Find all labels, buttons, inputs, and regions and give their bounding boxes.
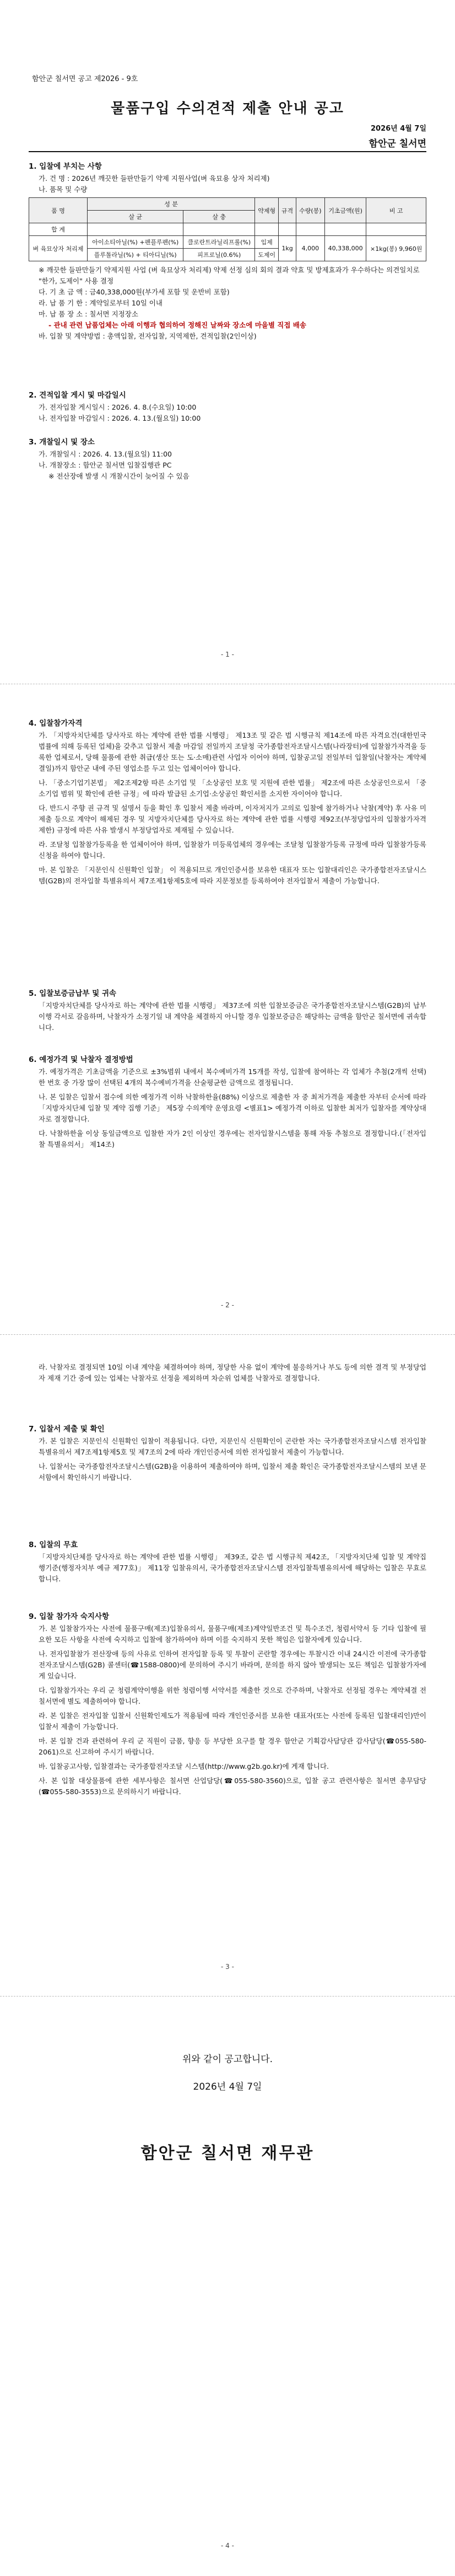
item-ra: 라. 납 품 기 한 : 계약일로부터 10일 이내 xyxy=(39,299,162,307)
closing-statement: 위와 같이 공고합니다. xyxy=(182,2054,273,2065)
section-8 xyxy=(29,1538,426,1588)
page-number: - 2 - xyxy=(221,1301,234,1309)
cell-size: 1kg xyxy=(279,236,296,261)
section-heading: 7. 입찰서 제출 및 확인 xyxy=(29,1425,105,1434)
item-na: 나. 품목 및 수량 xyxy=(39,185,88,194)
item-da: 다. 낙찰하한율 이상 동일금액으로 입찰한 자가 2인 이상인 경우에는 전자입찰시스템을 통해 자동 추첨으로 결정합니다.(「전자입찰 특별유의서」 제14조) xyxy=(39,1129,426,1149)
item-da: 다. 입찰참가자는 우리 군 청렴계약이행을 위한 청렴이행 서약서를 제출한 것으로 간주하며, 낙찰자로 선정될 경우는 계약체결 전 칠서면에 별도 제출하여야 합니다. xyxy=(39,1686,426,1705)
table-row-total xyxy=(29,223,426,236)
cell-note: ×1kg(봉) 9,960원 xyxy=(366,236,426,261)
item-na: 나. 「중소기업기본법」 제2조제2항 따른 소기업 및 「소상공인 보호 및 지원에 관한 법률」 제2조에 따른 소상공인으로서 「중소기업 범위 및 확인에 관한 규정」에 따라 발급된 소기업·소상공인 확인서를 소지한 자이어야 합니다. xyxy=(39,779,426,798)
section-heading: 4. 입찰참가자격 xyxy=(29,719,83,728)
cell-form-1: 입제 xyxy=(255,236,279,249)
item-na: 나. 입찰서는 국가종합전자조달시스템(G2B)을 이용하여 제출하여야 하며, 입찰서 제출 확인은 국가종합전자조달시스템의 보낸 문서함에서 확인하시기 바랍니다. xyxy=(39,1462,426,1482)
item-ra: 라. 낙찰자로 결정되면 10일 이내 계약을 체결하여야 하며, 정당한 사유 없이 계약에 불응하거나 부도 등에 의한 결격 및 부정당업자 제재 기간 중에 있는 업체는 낙찰자로 선정을 제외하며 차순위 업체를 낙찰자로 결정합니다. xyxy=(39,1363,426,1382)
item-ga: 가. 건 명 : 2026년 깨끗한 들판만들기 약제 지원사업(벼 육묘용 상자 처리제) xyxy=(39,174,270,183)
title-rule xyxy=(29,151,426,152)
section-heading: 6. 예정가격 및 낙찰자 결정방법 xyxy=(29,1055,133,1064)
page-break xyxy=(0,1334,455,1335)
item-ra: 라. 본 입찰은 전자입찰 입찰서 신원확인제도가 적용됨에 따라 개인인증서를 보유한 대표자(또는 사전에 등록된 입찰대리인)만이 입찰서 제출이 가능합니다. xyxy=(39,1711,426,1731)
section-6 xyxy=(29,1053,426,1153)
item-sa: 사. 본 입찰 대상물품에 관한 세부사항은 칠서면 산업담당(☎055-580-3560)으로, 입찰 공고 관련사항은 칠서면 총무담당(☎055-580-3553)으로 문의하시기 바랍니다. xyxy=(39,1777,426,1796)
item-ma: 마. 납 품 장 소 : 칠서면 지정장소 xyxy=(39,310,138,318)
item-ga: 가. 본 입찰참가자는 사전에 물품구매(제조)입찰유의서, 물품구매(제조)계약일반조건 및 특수조건, 청렴서약서 등 기타 입찰에 필요한 모든 사항을 사전에 숙지하고 입찰에 참가하여야 하며 이를 숙지하지 못한 책임은 입찰자에게 있습니다. xyxy=(39,1624,426,1644)
section-body: 「지방자치단체를 당사자로 하는 계약에 관한 법률 시행령」 제39조, 같은 법 시행규칙 제42조, 「지방자치단체 입찰 및 계약집행기준(행정자치부 예규 제77호)」 제11장 입찰유의서, 국가종합전자조달시스템 전자입찰특별유의서에 해당하는 입찰은 무효로 합니다. xyxy=(39,1553,426,1583)
item-table xyxy=(29,197,426,261)
star-note: ※ 전산장애 발생 시 개찰시간이 늦어질 수 있음 xyxy=(48,472,189,480)
section-7 xyxy=(29,1423,426,1486)
col-spec: 성 분 xyxy=(88,198,255,211)
notice-date: 2026년 4월 7일 xyxy=(371,125,426,133)
section-heading: 1. 입찰에 부치는 사항 xyxy=(29,162,102,171)
total-label: 합 계 xyxy=(29,223,88,236)
cell-sal-1: 아이소티아닐(%) +펜플루펜(%) xyxy=(88,236,183,249)
section-3 xyxy=(29,436,426,482)
col-size: 규격 xyxy=(279,198,296,223)
signature: 함안군 칠서면 재무관 xyxy=(140,2144,315,2163)
item-da: 다. 기 초 금 액 : 금40,338,000원(부가세 포함 및 운반비 포함) xyxy=(39,288,230,296)
section-body: 「지방자치단체를 당사자로 하는 계약에 관한 법률 시행령」 제37조에 의한 입찰보증금은 국가종합전자조달시스템(G2B)의 납부이행 각서로 갈음하며, 낙찰자가 소정기일 내 계약을 체결하지 아니할 경우 입찰보증금은 해당하는 금액을 함안군 칠서면에 귀속합니다. xyxy=(39,1001,426,1032)
col-spec-sal: 살 균 xyxy=(88,211,183,223)
section-2 xyxy=(29,389,426,424)
item-ga: 가. 예정가격은 기초금액을 기준으로 ±3%범위 내에서 복수예비가격 15개를 작성, 입찰에 참여하는 각 업체가 추첨(2개씩 선택)한 번호 중 가장 많이 선택된 4개의 복수예비가격을 산술평균한 금액으로 결정됩니다. xyxy=(39,1067,426,1087)
section-6-cont xyxy=(29,1362,426,1387)
section-heading: 5. 입찰보증금납부 및 귀속 xyxy=(29,989,117,998)
item-ga: 가. 「지방자치단체를 당사자로 하는 계약에 관한 법률 시행령」 제13조 및 같은 법 시행규칙 제14조에 따른 자격요건(대한민국 법률에 의해 등록된 업체)을 갖추고 입찰서 제출 마감일 전일까지 조달청 국가종합전자조달시스템(나라장터)에 입찰참가자격을 등록한 업체로서, 당해 물품에 관한 취급(생산 또는 도·소매)관련 사업자 이어야 하며, 입찰공고일 전일부터 입찰일(낙찰자는 계약체결일)까지 함안군 내에 주된 영업소를 두고 있는 업체이어야 합니다. xyxy=(39,731,426,772)
section-heading: 2. 견적입찰 게시 및 마감일시 xyxy=(29,391,126,400)
cell-name: 벼 육묘상자 처리제 xyxy=(29,236,88,261)
section-4 xyxy=(29,717,426,890)
item-ra: 라. 조달청 입찰참가등록을 한 업체이어야 하며, 입찰참가 미등록업체의 경우에는 조달청 입찰참가등록 규정에 따라 입찰참가등록신청을 하여야 합니다. xyxy=(39,840,426,860)
page-number: - 4 - xyxy=(221,2542,234,2550)
cell-sal-2: 플루톨라닐(%) + 티아디닐(%) xyxy=(88,249,183,261)
section-1 xyxy=(29,160,426,342)
page-break xyxy=(0,1996,455,1997)
section-heading: 3. 개찰일시 및 장소 xyxy=(29,438,95,447)
item-ma: 마. 본 입찰은 「지문인식 신원확인 입찰」 이 적용되므로 개인인증서를 보유한 대표자 또는 입찰대리인은 국가종합전자조달시스템(G2B)의 전자입찰 특별유의서 제7조제1항제5호에 따라 지문정보를 등록하여야 전자입찰서 제출이 가능합니다. xyxy=(39,866,426,885)
section-9 xyxy=(29,1610,426,1801)
item-na: 나. 본 입찰은 입찰서 접수에 의한 예정가격 이하 낙찰하한율(88%) 이상으로 제출한 자 중 최저가격을 제출한 자부터 순서에 따라 「지방자치단체 입찰 및 계약 집행 기준」 제5장 수의계약 운영요령 <별표1> 예정가격 이하로 입찰한 최저가 입찰자를 계약상대자로 결정합니다. xyxy=(39,1093,426,1123)
item-ma-note: - 관내 관련 납품업체는 아래 이행과 협의하여 정해진 날짜와 장소에 마을별 직접 배송 xyxy=(48,321,306,329)
closing-date: 2026년 4월 7일 xyxy=(193,2081,262,2092)
col-form: 약제형 xyxy=(255,198,279,223)
col-note: 비 고 xyxy=(366,198,426,223)
cell-chung-2: 피프로닐(0.6%) xyxy=(183,249,255,261)
page-title: 물품구입 수의견적 제출 안내 공고 xyxy=(111,100,344,117)
section-heading: 9. 입찰 참가자 숙지사항 xyxy=(29,1612,109,1621)
item-da: 다. 반드시 주향 권 규격 및 설명서 등을 확인 후 입찰서 제출 바라며, 이자저지가 고의로 입찰에 참가하거나 낙찰(계약) 후 사유 미제출 등으로 계약이 해제된 경우 및 지방자치단체를 당사자로 하는 계약에 관한 법률 시행령 제92조(부정당업자의 입찰참가자격 제한) 규정에 따른 사유 발생시 부정당업자로 제재될 수 있습니다. xyxy=(39,804,426,834)
cell-qty: 4,000 xyxy=(296,236,324,261)
page-number: - 1 - xyxy=(221,651,234,658)
col-price: 기초금액(원) xyxy=(324,198,366,223)
cell-price: 40,338,000 xyxy=(324,236,366,261)
item-ga: 가. 전자입찰 게시일시 : 2026. 4. 8.(수요일) 10:00 xyxy=(39,403,197,411)
page-number: - 3 - xyxy=(221,1963,234,1971)
col-name: 품 명 xyxy=(29,198,88,223)
notice-number: 함안군 칠서면 공고 제2026 - 9호 xyxy=(32,75,138,83)
star-note: ※ 깨끗한 들판만들기 약제지원 사업 (벼 육묘상자 처리제) 약제 선정 심의 회의 결과 약효 및 방제효과가 우수하다는 의견일치로 "한가, 도제이" 사용 결정 xyxy=(39,266,420,285)
item-na: 나. 개찰장소 : 함안군 칠서면 입찰집행관 PC xyxy=(39,461,172,469)
item-ga: 가. 개찰일시 : 2026. 4. 13.(월요일) 11:00 xyxy=(39,450,172,458)
item-ga: 가. 본 입찰은 지문인식 신원확인 입찰이 적용됩니다. 다만, 지문인식 신원확인이 곤란한 자는 국가종합전자조달시스템 전자입찰 특별유의서 제7조제1항제5호 및 제7조의 2에 따라 개인인증서에 의한 전자입찰서 제출이 가능합니다. xyxy=(39,1437,426,1456)
cell-chung-1: 클로란트라닐리프롤(%) xyxy=(183,236,255,249)
section-heading: 8. 입찰의 무효 xyxy=(29,1541,78,1549)
cell-form-2: 도제이 xyxy=(255,249,279,261)
issuer: 함안군 칠서면 xyxy=(369,138,426,149)
table-row xyxy=(29,236,426,249)
item-ba: 바. 입찰공고사항, 입찰결과는 국가종합전자조달 시스템(http://www.g2b.go.kr)에 게재 합니다. xyxy=(39,1762,329,1770)
item-ba: 바. 입찰 및 계약방법 : 총액입찰, 전자입찰, 지역제한, 견적입찰(2인이상) xyxy=(39,332,257,340)
item-na: 나. 전자입찰 마감일시 : 2026. 4. 13.(월요일) 10:00 xyxy=(39,414,201,422)
item-na: 나. 전자입찰참가 전산장애 등의 사유로 인하여 전자입찰 등록 및 투찰이 곤란할 경우에는 투찰시간 이내 24시간 이전에 국가종합전자조달시스템(G2B) 콜센터(☎1588-0800)에 문의하여 주시기 바라며, 문의를 하지 않아 발생되는 모든 책임은 입찰참가자에게 있습니다. xyxy=(39,1650,426,1680)
item-ma: 마. 본 입찰 건과 관련하여 우리 군 직원이 금품, 향응 등 부당한 요구를 할 경우 함안군 기획감사담당관 감사담당(☎055-580-2061)으로 신고하여 주시기 바랍니다. xyxy=(39,1737,426,1756)
section-5 xyxy=(29,987,426,1037)
col-qty: 수량(봉) xyxy=(296,198,324,223)
col-spec-chung: 살 충 xyxy=(183,211,255,223)
